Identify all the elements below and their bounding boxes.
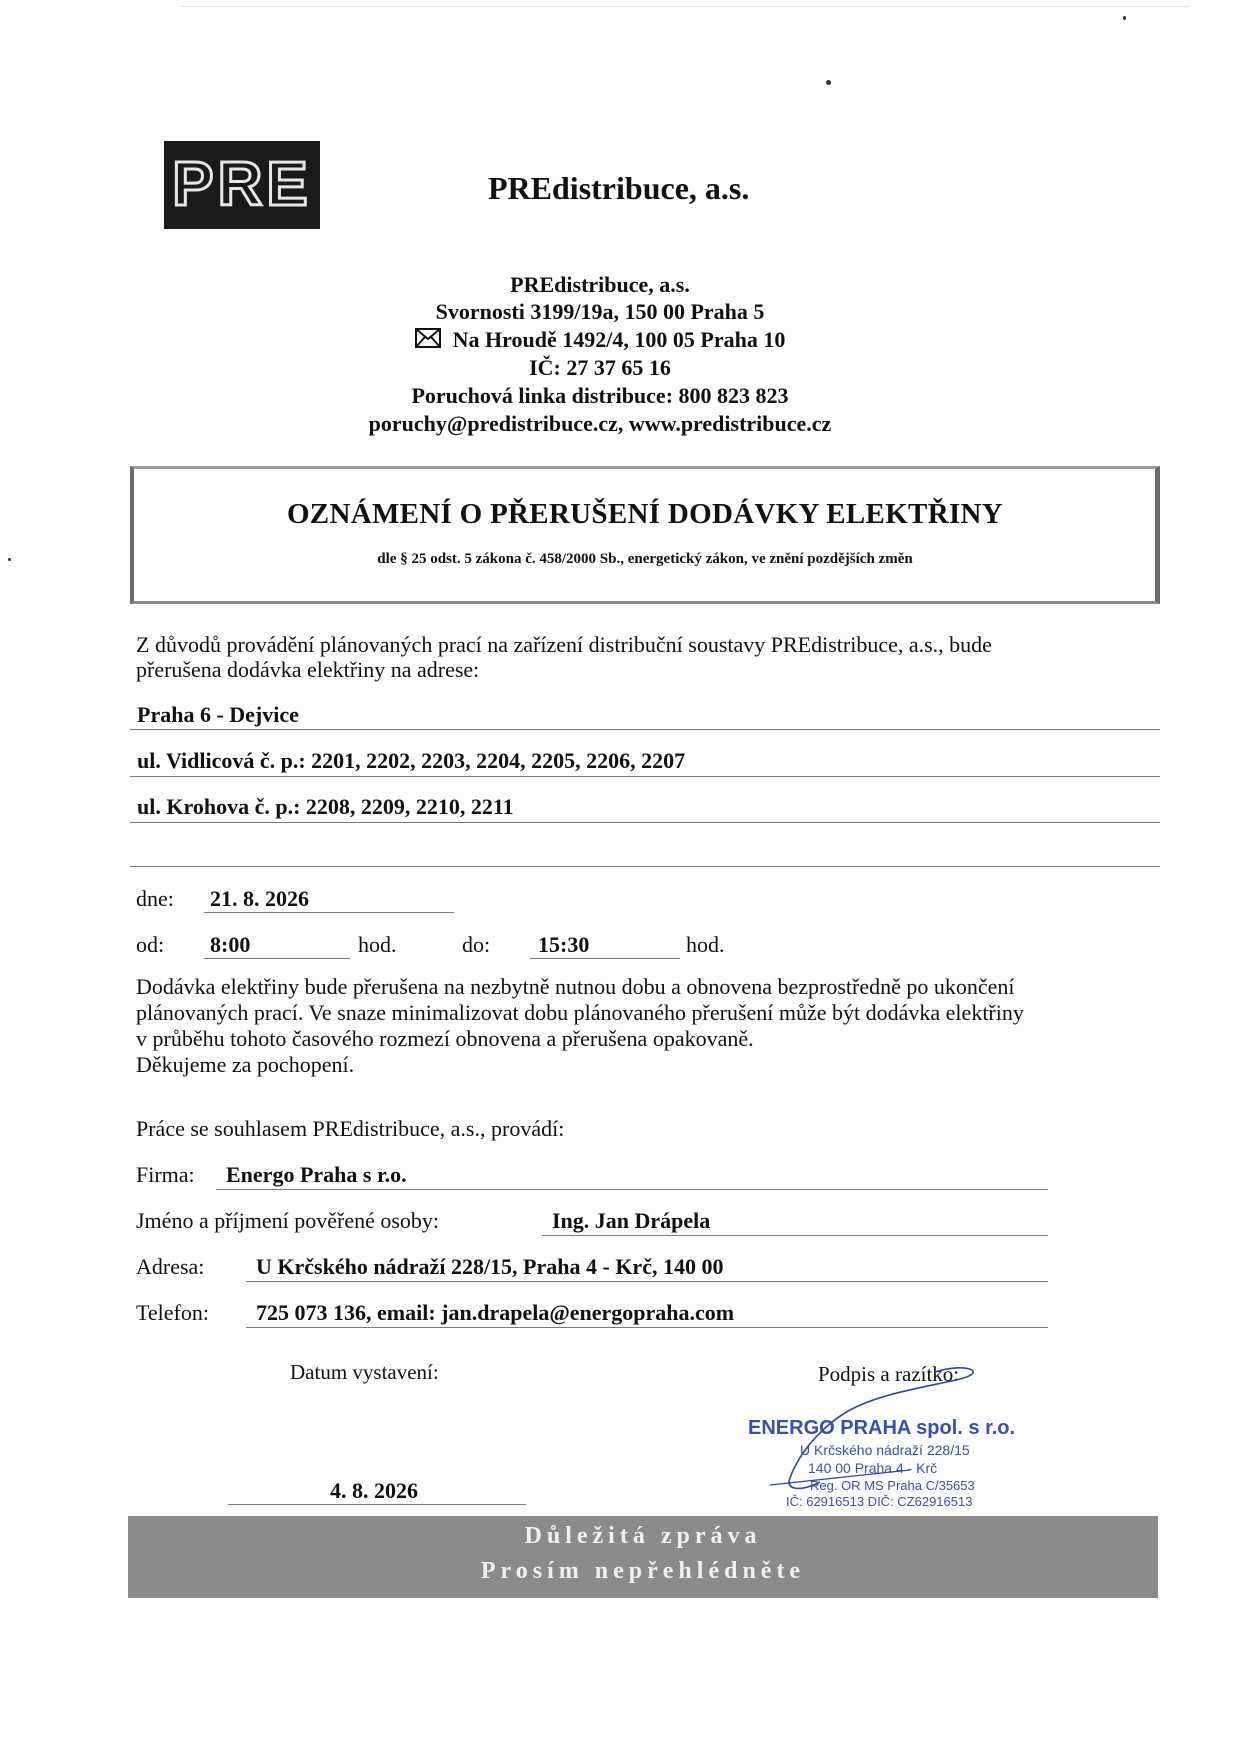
notice-frame <box>130 466 1160 604</box>
contractor-address: U Krčského nádraží 228/15, Praha 4 - Krč, 140 00 <box>256 1254 724 1279</box>
logo-text: PRE <box>172 150 312 219</box>
phone-label: Telefon: <box>136 1300 209 1325</box>
intro-line: přerušena dodávka elektřiny na adrese: <box>136 657 480 682</box>
to-label: do: <box>462 932 491 957</box>
explanation-text <box>136 974 1146 1078</box>
underline <box>246 1281 1048 1282</box>
stamp-line: U Krčského nádraží 228/15 <box>800 1442 970 1458</box>
firm-value: Energo Praha s r.o. <box>226 1162 407 1187</box>
stamp-line: ENERGO PRAHA spol. s r.o. <box>748 1417 1016 1439</box>
issue-date-label: Datum vystavení: <box>290 1360 439 1384</box>
person-value: Ing. Jan Drápela <box>552 1208 711 1233</box>
from-label: od: <box>136 932 165 957</box>
address-company: PREdistribuce, a.s. <box>510 272 690 297</box>
person-label: Jméno a příjmení pověřené osoby: <box>136 1208 440 1233</box>
signature-label: Podpis a razítko: <box>818 1362 960 1386</box>
address-street-1: ul. Vidlicová č. p.: 2201, 2202, 2203, 2204, 2205, 2206, 2207 <box>137 748 686 773</box>
underline <box>216 1189 1048 1190</box>
stamp-line: Reg. OR MS Praha C/35653 <box>810 1478 975 1493</box>
scan-speck <box>8 558 11 561</box>
underline <box>204 958 350 959</box>
address-street: Svornosti 3199/19a, 150 00 Praha 5 <box>435 299 765 324</box>
underline <box>130 822 1160 823</box>
banner-dont-miss: Prosím nepřehlédněte <box>480 1558 806 1584</box>
scan-speck <box>826 80 831 85</box>
date-label: dne: <box>136 886 174 911</box>
underline <box>228 1504 526 1505</box>
contractor-intro: Práce se souhlasem PREdistribuce, a.s., provádí: <box>136 1116 565 1141</box>
address-district: Praha 6 - Dejvice <box>137 702 299 727</box>
address-label: Adresa: <box>136 1254 205 1279</box>
scan-edge-line <box>180 6 1190 7</box>
underline <box>130 776 1160 777</box>
notice-title: OZNÁMENÍ O PŘERUŠENÍ DODÁVKY ELEKTŘINY <box>286 498 1004 530</box>
thanks-line: Děkujeme za pochopení. <box>136 1052 355 1077</box>
address-mail <box>250 327 950 354</box>
contact-email-web: poruchy@predistribuce.cz, www.predistribuce.cz <box>368 411 832 436</box>
explanation-line: v průběhu tohoto časového rozmezí obnovena a přerušena opakovaně. <box>136 1026 754 1051</box>
fault-hotline: Poruchová linka distribuce: 800 823 823 <box>411 383 789 408</box>
underline <box>130 729 1160 730</box>
firm-label: Firma: <box>136 1162 195 1187</box>
underline <box>542 1235 1048 1236</box>
contractor-phone-email: 725 073 136, email: jan.drapela@energopraha.com <box>256 1300 735 1325</box>
underline <box>530 958 680 959</box>
intro-text <box>136 632 1146 682</box>
explanation-line: Dodávka elektřiny bude přerušena na nezbytně nutnou dobu a obnovena bezprostředně po ukončení <box>136 974 1015 999</box>
address-street-2: ul. Krohova č. p.: 2208, 2209, 2210, 2211 <box>137 794 514 819</box>
underline <box>246 1327 1048 1328</box>
hours-label: hod. <box>358 932 397 957</box>
underline <box>204 912 454 913</box>
scan-speck <box>1123 16 1126 20</box>
explanation-line: plánovaných prací. Ve snaze minimalizovat dobu plánovaného přerušení může být dodávka elektřiny <box>136 1000 1024 1025</box>
issue-date: 4. 8. 2026 <box>330 1478 418 1503</box>
banner-important: Důležitá zpráva <box>524 1523 762 1549</box>
stamp-line: 140 00 Praha 4 - Krč <box>808 1460 938 1476</box>
company-title: PREdistribuce, a.s. <box>488 170 750 206</box>
outage-from: 8:00 <box>210 932 251 957</box>
signature-stamp <box>730 1350 1050 1520</box>
company-logo <box>164 141 320 229</box>
intro-line: Z důvodů provádění plánovaných prací na zařízení distribuční soustavy PREdistribuce, a.s., bude <box>136 632 992 657</box>
envelope-icon <box>415 328 441 354</box>
company-id: IČ: 27 37 65 16 <box>529 355 671 380</box>
address-mail-text: Na Hroudě 1492/4, 100 05 Praha 10 <box>452 327 786 352</box>
underline-empty <box>130 866 1160 867</box>
outage-to: 15:30 <box>538 932 590 957</box>
stamp-line: IČ: 62916513 DIČ: CZ62916513 <box>786 1494 973 1509</box>
hours-label: hod. <box>686 932 725 957</box>
notice-legal-basis: dle § 25 odst. 5 zákona č. 458/2000 Sb., energetický zákon, ve znění pozdějších změn <box>377 551 913 567</box>
outage-date: 21. 8. 2026 <box>210 886 309 911</box>
